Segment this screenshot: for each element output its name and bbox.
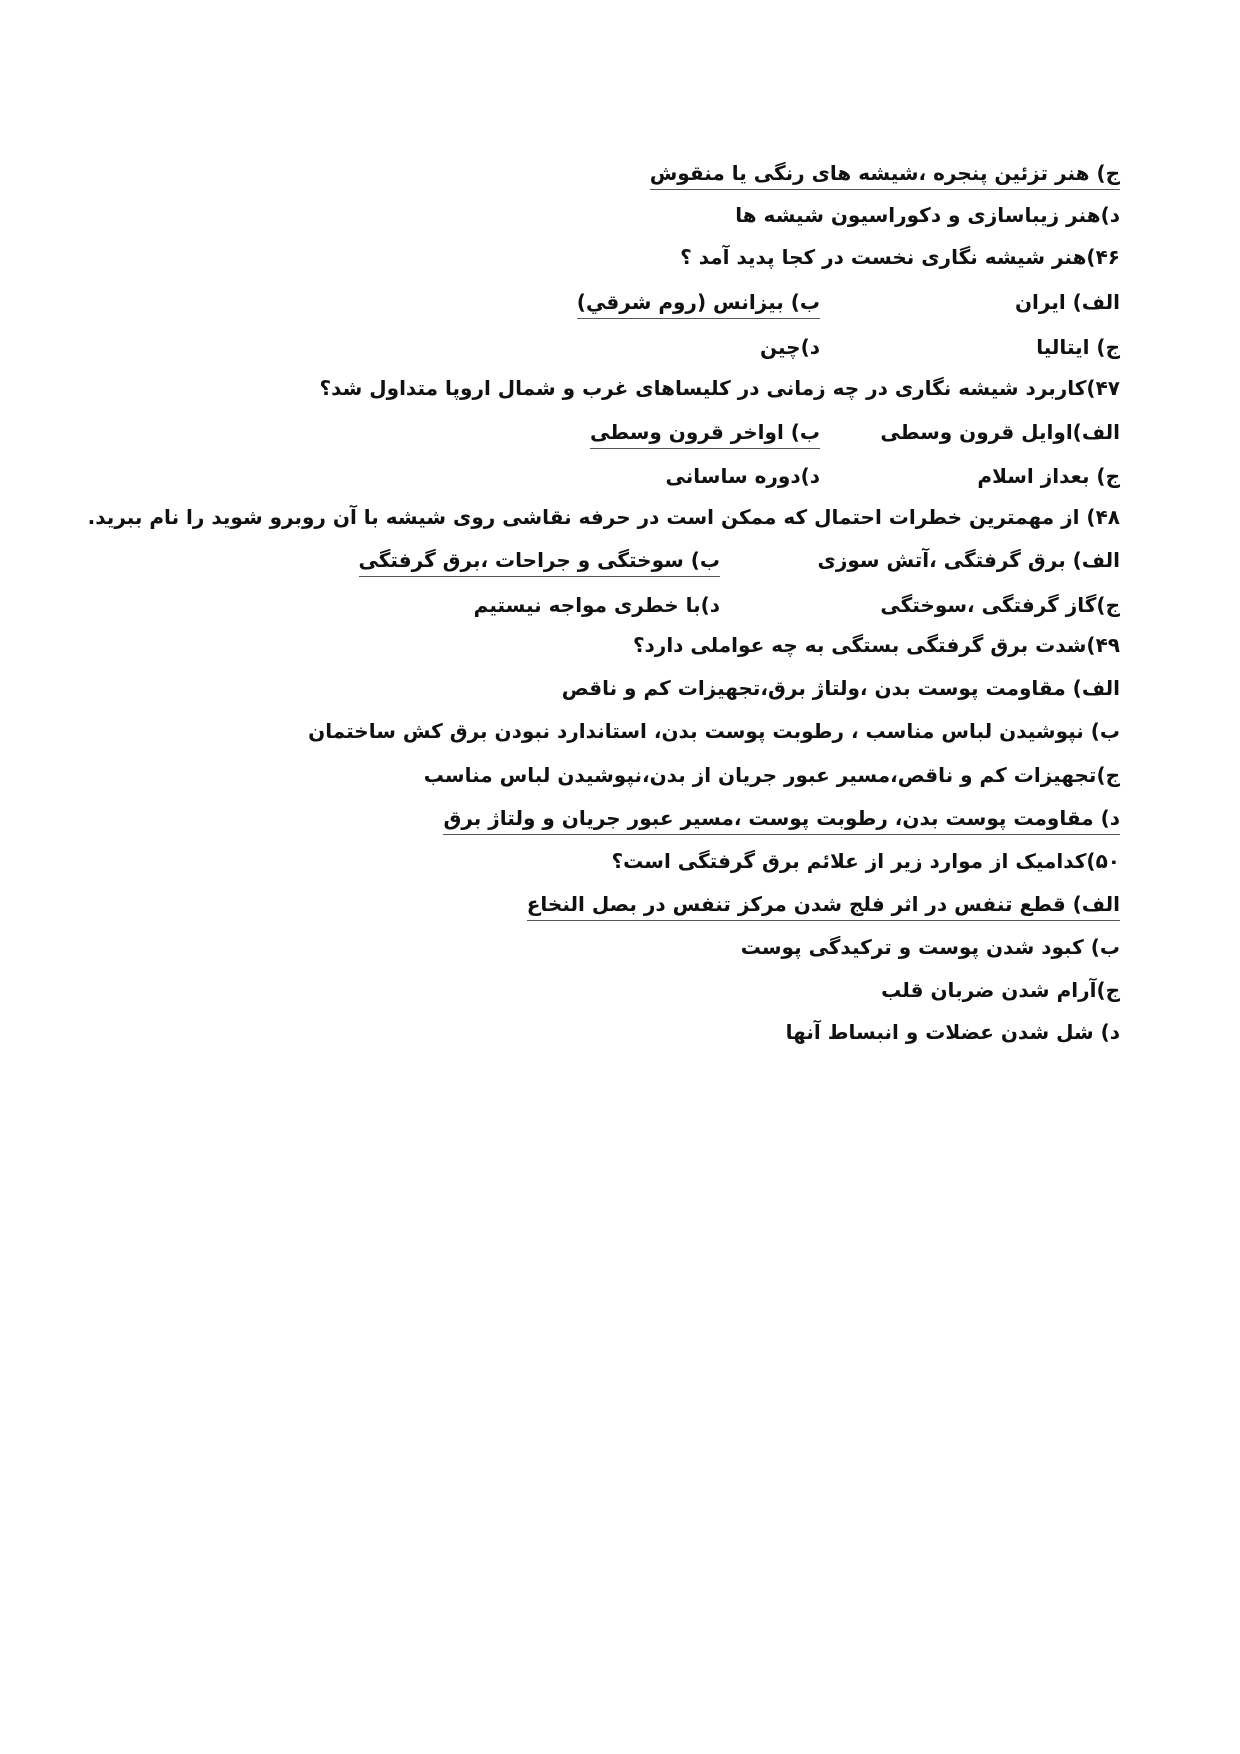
q47-options-row-2: [665, 461, 1120, 491]
q46-options-row-1: [576, 287, 1120, 317]
q50-option-c: ج)آرام شدن ضربان قلب: [881, 978, 1120, 1002]
q49-option-b: ب) نپوشیدن لباس مناسب ، رطوبت پوست بدن، استاندارد نبودن برق کش ساختمان: [308, 719, 1120, 743]
q48-option-c: ج)گاز گرفتگی ،سوختگی: [880, 593, 1120, 617]
q46-option-c: ج) ایتالیا: [1036, 335, 1120, 359]
q49-question: ۴۹)شدت برق گرفتگی بستگی به چه عواملی دارد؟: [632, 633, 1120, 657]
q49-option-d-text: د) مقاومت پوست بدن، رطوبت پوست ،مسیر عبور جریان و ولتاژ برق: [443, 806, 1120, 835]
q48-options-row-2: [473, 590, 1120, 620]
q50-option-b: ب) کبود شدن پوست و ترکیدگی پوست: [740, 935, 1120, 959]
q50-option-a-text: الف) قطع تنفس در اثر فلج شدن مرکز تنفس در بصل النخاع: [527, 892, 1120, 921]
q48-question: ۴۸) از مهمترین خطرات احتمال که ممکن است در حرفه نقاشی روی شیشه با آن روبرو شوید را نام ببرید.: [87, 505, 1120, 529]
q46-options-row-2: [760, 332, 1120, 362]
q46-option-b: [577, 287, 820, 317]
q45-option-c: [650, 158, 1120, 188]
q47-option-b: [590, 417, 820, 447]
q45-option-c-text: ج) هنر تزئین پنجره ،شیشه های رنگی یا منقوش: [650, 161, 1120, 190]
q48-option-a: الف) برق گرفتگی ،آتش سوزی: [817, 548, 1120, 572]
q49-option-a: الف) مقاومت پوست بدن ،ولتاژ برق،تجهیزات کم و ناقص: [561, 676, 1120, 700]
q50-option-a: [527, 889, 1120, 919]
q48-option-b: [359, 545, 721, 575]
q47-options-row-1: [590, 417, 1120, 447]
q46-option-a: الف) ایران: [1014, 290, 1120, 314]
q49-option-d: [443, 803, 1120, 833]
q47-option-c: ج) بعداز اسلام: [977, 464, 1120, 488]
q46-question: ۴۶)هنر شیشه نگاری نخست در کجا پدید آمد ؟: [680, 245, 1120, 269]
q48-option-b-text: ب) سوختگی و جراحات ،برق گرفتگی: [359, 548, 721, 577]
q47-question: ۴۷)کاربرد شیشه نگاری در چه زمانی در کلیساهای غرب و شمال اروپا متداول شد؟: [319, 376, 1120, 400]
q45-option-d: د)هنر زیباسازی و دکوراسیون شیشه ها: [735, 203, 1120, 227]
q47-option-a: الف)اوایل قرون وسطی: [880, 420, 1120, 444]
q50-option-d: د) شل شدن عضلات و انبساط آنها: [785, 1020, 1120, 1044]
q47-option-d: د)دوره ساسانی: [665, 464, 820, 488]
q46-option-b-text: ب) بیزانس (روم شرقي): [577, 290, 820, 319]
q49-option-c: ج)تجهیزات کم و ناقص،مسیر عبور جریان از بدن،نپوشیدن لباس مناسب: [423, 763, 1120, 787]
q48-option-d: د)با خطری مواجه نیستیم: [473, 593, 720, 617]
q47-option-b-text: ب) اواخر قرون وسطی: [590, 420, 820, 449]
q46-option-d: د)چین: [760, 335, 820, 359]
q48-options-row-1: [358, 545, 1121, 575]
q50-question: ۵۰)کدامیک از موارد زیر از علائم برق گرفتگی است؟: [611, 849, 1120, 873]
